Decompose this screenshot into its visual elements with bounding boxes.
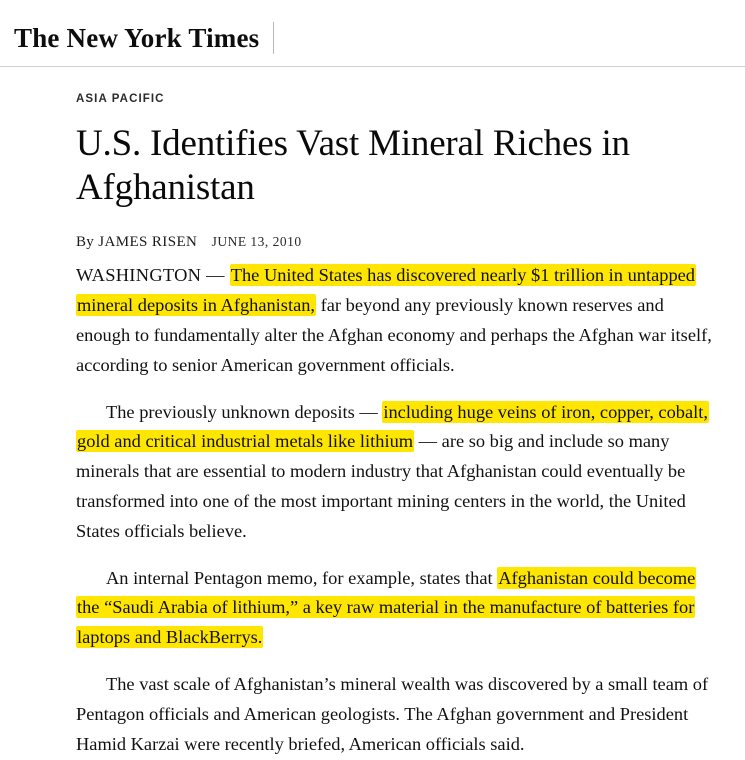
byline (76, 231, 717, 251)
paragraph-3 (76, 564, 717, 653)
masthead (0, 0, 745, 67)
highlight-2: including huge veins of iron, copper, cobalt, gold and critical industrial metals like lithium (77, 401, 708, 452)
dateline: WASHINGTON — (76, 265, 230, 286)
article-body (0, 67, 745, 760)
paragraph-3-start: An internal Pentagon memo, for example, states that (106, 567, 498, 588)
byline-date: JUNE 13, 2010 (211, 234, 302, 250)
byline-prefix: By (76, 234, 94, 251)
highlight-1: The United States has discovered nearly $1 trillion in untapped mineral deposits in Afghanistan, (77, 265, 695, 316)
byline-author[interactable]: JAMES RISEN (98, 234, 198, 251)
paragraph-4: The vast scale of Afghanistan’s mineral wealth was discovered by a small team of Pentagon officials and American geologists. The Afghan government and President Hamid Karzai were recently briefed, American officials said. (76, 674, 709, 754)
nyt-logo[interactable]: The New York Times (14, 23, 260, 53)
paragraph-1 (76, 261, 717, 380)
paragraph-2-rest: — are so big and include so many minerals that are essential to modern industry that Afghanistan could eventually be transformed into one of the most important mining centers in the world, the United States officials believe. (76, 431, 686, 541)
masthead-divider (273, 22, 274, 54)
highlight-3: Afghanistan could become the “Saudi Arabia of lithium,” a key raw material in the manufacture of batteries for laptops and BlackBerrys. (77, 567, 696, 648)
paragraph-2-start: The previously unknown deposits — (106, 401, 383, 422)
paragraph-2 (76, 398, 717, 547)
paragraph-1-rest: far beyond any previously known reserves and enough to fundamentally alter the Afghan economy and perhaps the Afghan war itself, according to senior American government officials. (76, 295, 712, 375)
page-title: U.S. Identifies Vast Mineral Riches in Afghanistan (76, 123, 630, 208)
section-kicker[interactable]: ASIA PACIFIC (76, 93, 165, 105)
